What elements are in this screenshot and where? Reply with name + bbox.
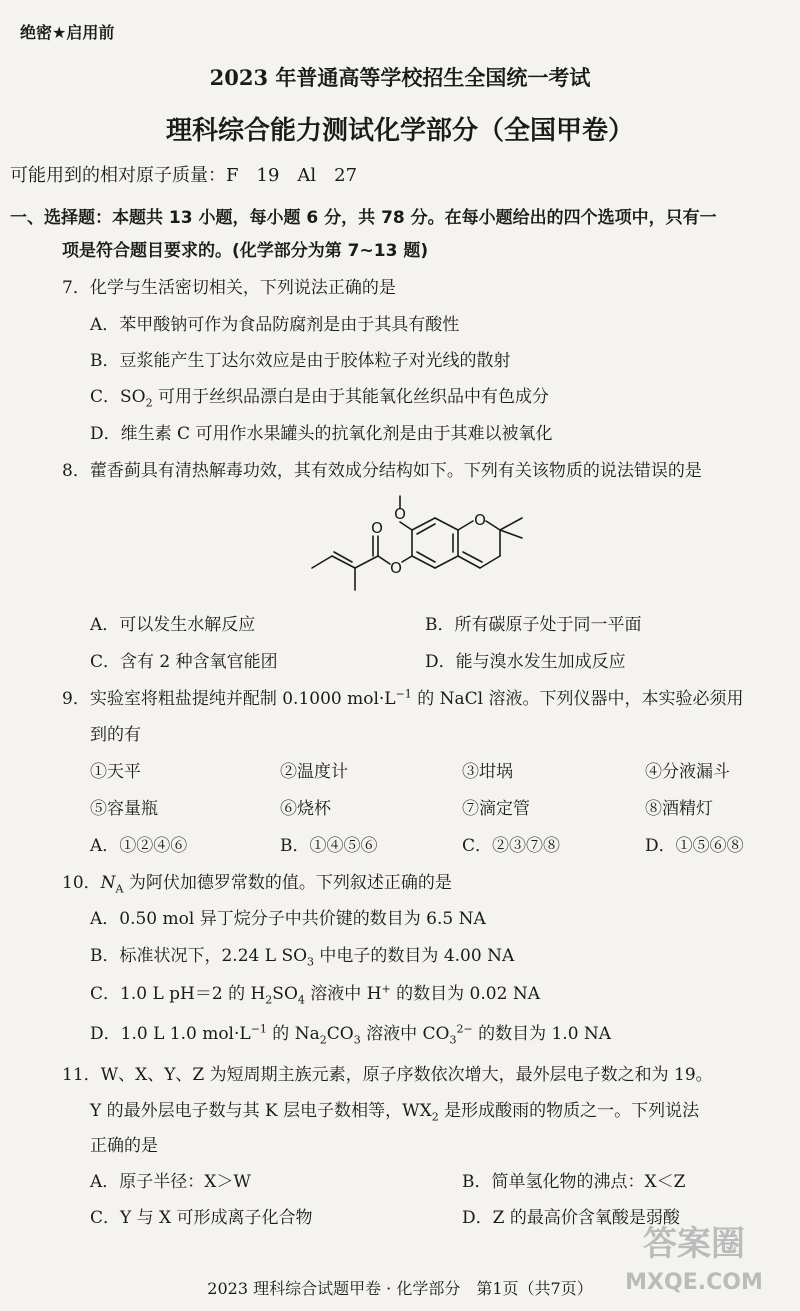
question-8-option-a: A．可以发生水解反应 <box>90 615 256 635</box>
question-10-option-c: C．1.0 L pH＝2 的 $H_2SO_4$ 溶液中 H+ 的数目为 0.02 NA <box>90 982 540 1007</box>
question-7-stem: 7．化学与生活密切相关，下列说法正确的是 <box>62 278 396 298</box>
question-11-option-c: C．Y 与 X 可形成离子化合物 <box>90 1208 313 1228</box>
molecular-structure <box>300 488 560 608</box>
question-10-stem: 10．$N_A$ 为阿伏加德罗常数的值。下列叙述正确的是 <box>62 873 452 896</box>
question-8-option-b: B．所有碳原子处于同一平面 <box>425 615 642 635</box>
bond <box>435 518 458 530</box>
instrument-item: ⑤容量瓶 <box>90 799 158 819</box>
question-11-stem-line3: 正确的是 <box>90 1136 158 1156</box>
bond <box>500 518 522 530</box>
bond <box>480 556 500 568</box>
question-11-option-d: D．Z 的最高价含氧酸是弱酸 <box>462 1208 680 1228</box>
question-10-option-d: D．1.0 L 1.0 $mol\cdot L^{-1}$ 的 $Na_2CO_3$ 溶液中 $CO_3^{2-}$ 的数目为 1.0 NA <box>90 1022 612 1047</box>
watermark-bottom: MXQE.COM <box>625 1270 763 1295</box>
watermark-top: 答案圈 <box>643 1224 745 1264</box>
section-heading-line1: 一、选择题：本题共 13 小题，每小题 6 分，共 78 分。在每小题给出的四个选项中，只有一 <box>10 208 717 228</box>
instrument-item: ④分液漏斗 <box>645 762 730 782</box>
bond <box>412 556 435 568</box>
subject-title: 理科综合能力测试化学部分（全国甲卷） <box>165 116 634 146</box>
question-9-option-b: B．①④⑤⑥ <box>280 836 378 856</box>
question-11-stem: 11．W、X、Y、Z 为短周期主族元素，原子序数依次增大，最外层电子数之和为 19。 <box>62 1065 713 1085</box>
bond <box>412 518 435 530</box>
question-10-option-b: B．标准状况下，2.24 L $SO_3$ 中电子的数目为 4.00 NA <box>90 946 515 969</box>
carbonyl-oxygen-label: O <box>371 519 383 537</box>
question-9-option-a: A．①②④⑥ <box>90 836 188 856</box>
bond <box>486 521 500 530</box>
bond <box>378 556 390 564</box>
bond <box>355 556 378 568</box>
instrument-item: ①天平 <box>90 762 141 782</box>
question-8-option-d: D．能与溴水发生加成反应 <box>425 652 626 672</box>
instrument-item: ⑧酒精灯 <box>645 799 713 819</box>
ester-oxygen-label: O <box>390 559 402 577</box>
question-8-stem: 8．藿香蓟具有清热解毒功效，其有效成分结构如下。下列有关该物质的说法错误的是 <box>62 461 702 481</box>
confidential-label: 绝密★启用前 <box>20 23 115 42</box>
question-7-option-c: C．$SO_2$ 可用于丝织品漂白是由于其能氧化丝织品中有色成分 <box>90 387 549 410</box>
bond <box>458 521 473 530</box>
question-7-option-a: A．苯甲酸钠可作为食品防腐剂是由于其具有酸性 <box>90 315 460 335</box>
question-11-stem-line2: Y 的最外层电子数与其 K 层电子数相等，$WX_2$ 是形成酸雨的物质之一。下列说法 <box>90 1101 700 1124</box>
ring-oxygen-label: O <box>474 511 486 529</box>
question-9-stem-line2: 到的有 <box>90 725 141 745</box>
bond <box>312 556 332 568</box>
exam-title: 2023 年普通高等学校招生全国统一考试 <box>209 65 591 90</box>
section-heading-line2: 项是符合题目要求的。(化学部分为第 7~13 题) <box>62 241 429 261</box>
bond <box>334 552 352 562</box>
atomic-mass-line: 可能用到的相对原子质量：F 19 Al 27 <box>10 165 358 186</box>
watermark-logo <box>604 1215 784 1301</box>
bond <box>435 556 458 568</box>
question-10-option-a: A．0.50 mol 异丁烷分子中共价键的数目为 6.5 NA <box>90 909 486 929</box>
instrument-item: ⑦滴定管 <box>462 799 530 819</box>
instrument-item: ②温度计 <box>280 762 348 782</box>
question-11-option-a: A．原子半径：X＞W <box>90 1172 251 1192</box>
instrument-item: ③坩埚 <box>462 762 513 782</box>
question-9-option-d: D．①⑤⑥⑧ <box>645 836 744 856</box>
bond <box>458 556 480 568</box>
question-7-option-b: B．豆浆能产生丁达尔效应是由于胶体粒子对光线的散射 <box>90 351 511 371</box>
question-9-option-c: C．②③⑦⑧ <box>462 836 561 856</box>
instrument-item: ⑥烧杯 <box>280 799 331 819</box>
question-7-option-d: D．维生素 C 可用作水果罐头的抗氧化剂是由于其难以被氧化 <box>90 424 553 444</box>
bond <box>402 556 412 562</box>
page-footer: 2023 理科综合试题甲卷 · 化学部分 第1页（共7页） <box>207 1279 593 1298</box>
bond <box>400 522 412 530</box>
methoxy-oxygen-label: O <box>394 505 406 523</box>
bond <box>500 530 522 538</box>
question-9-stem: 9．实验室将粗盐提纯并配制 0.1000 $mol\cdot L^{-1}$ 的 NaCl 溶液。下列仪器中，本实验必须用 <box>62 687 744 709</box>
question-8-option-c: C．含有 2 种含氧官能团 <box>90 652 278 672</box>
question-11-option-b: B．简单氢化物的沸点：X＜Z <box>462 1172 686 1192</box>
